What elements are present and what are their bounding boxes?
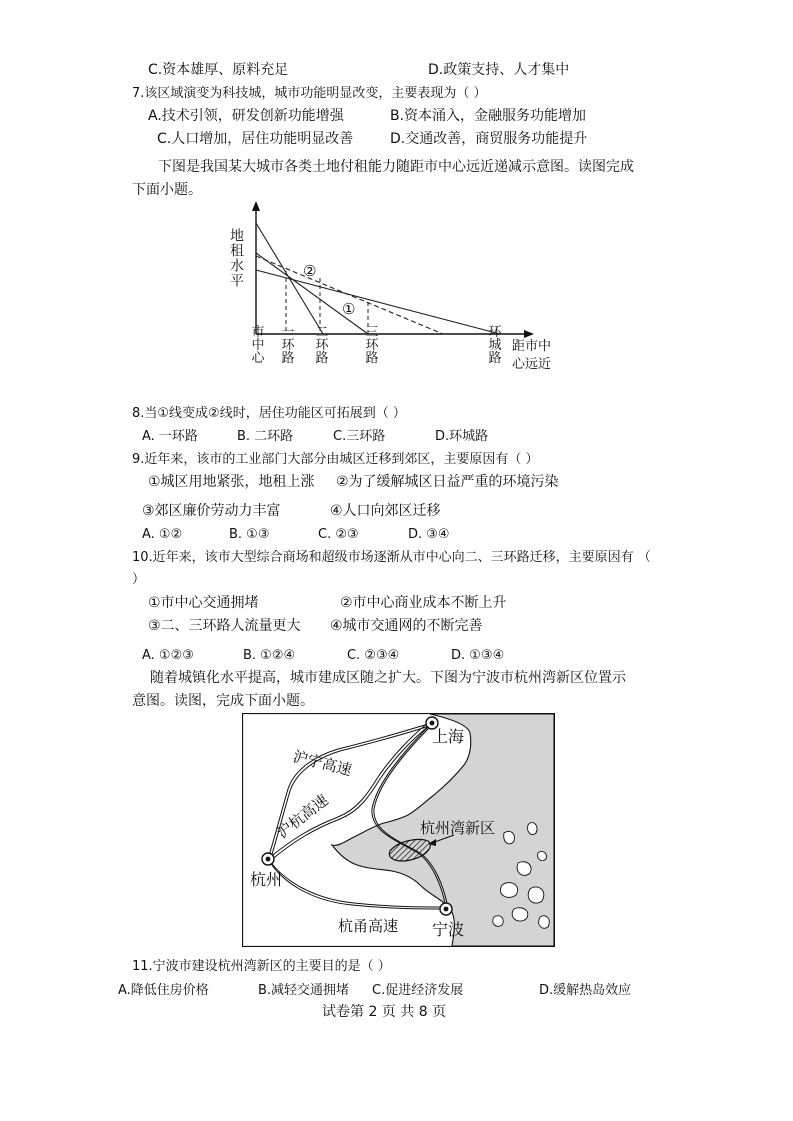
intro1-line1: 下图是我国某大城市各类土地付租能力随距市中心远近递减示意图。读图完成	[158, 159, 634, 175]
q8-option-c: C.三环路	[333, 429, 386, 444]
q10-item-1: ①市中心交通拥堵	[148, 595, 259, 611]
q10-option-b: B. ①②④	[243, 648, 296, 663]
tick-ringcity: 环城路	[485, 324, 501, 364]
y-axis-arrow	[252, 201, 260, 211]
tick-ring3: 三环路	[362, 324, 378, 364]
q10-item-3: ③二、三环路人流量更大	[148, 618, 301, 634]
island	[528, 823, 537, 835]
q11-option-b: B.减轻交通拥堵	[258, 983, 350, 998]
label-hangzhou: 杭州	[250, 870, 283, 889]
q10-item-2: ②市中心商业成本不断上升	[340, 595, 507, 611]
tick-ring2: 二环路	[312, 324, 328, 364]
label-huhang: 沪杭高速	[273, 791, 332, 843]
x-axis-label-1: 距市中	[512, 339, 552, 354]
intro2-line1: 随着城镇化水平提高，城市建成区随之扩大。下图为宁波市杭州湾新区位置示	[150, 670, 626, 686]
q11-option-d: D.缓解热岛效应	[539, 983, 632, 998]
q7-option-a: A.技术引领，研发创新功能增强	[148, 108, 344, 124]
q8-option-b: B. 二环路	[237, 429, 294, 444]
q8-stem: 8.当①线变成②线时，居住功能区可拓展到（ ）	[132, 406, 406, 421]
q10-item-4: ④城市交通网的不断完善	[330, 618, 483, 634]
island	[517, 862, 531, 876]
line-label-1: ①	[342, 300, 356, 318]
q10-option-d: D. ①③④	[451, 648, 505, 663]
label-huning: 沪宁高速	[291, 747, 354, 780]
q7-option-c: C.人口增加，居住功能明显改善	[157, 131, 354, 147]
label-hangzhouwan: 杭州湾新区	[420, 819, 496, 837]
q11-stem: 11.宁波市建设杭州湾新区的主要目的是（ ）	[132, 959, 391, 974]
q10-stem: 10.近年来，该市大型综合商场和超级市场逐渐从市中心向二、三环路迁移，主要原因有 （	[132, 550, 651, 565]
island	[493, 916, 504, 927]
line-label-2: ②	[303, 262, 317, 280]
tick-ring1: 一环路	[278, 324, 294, 364]
island	[528, 887, 544, 903]
q11-option-a: A.降低住房价格	[118, 983, 209, 998]
q9-option-a: A. ①②	[142, 527, 183, 542]
q10-stem-cont: ）	[132, 572, 146, 587]
q7-option-d: D.交通改善，商贸服务功能提升	[390, 131, 588, 147]
q9-item-3: ③郊区廉价劳动力丰富	[142, 503, 281, 519]
x-axis-arrow	[524, 330, 534, 338]
rent-graph	[228, 198, 578, 393]
q10-option-a: A. ①②③	[142, 648, 194, 663]
q8-option-d: D.环城路	[435, 429, 489, 444]
x-axis-label-2: 心远近	[512, 357, 552, 372]
label-ningbo: 宁波	[432, 920, 465, 939]
q11-option-c: C.促进经济发展	[372, 983, 464, 998]
q8-option-a: A. 一环路	[142, 429, 198, 444]
page-footer: 试卷第 2 页 共 8 页	[322, 1004, 447, 1020]
location-map	[242, 713, 555, 947]
island	[538, 851, 547, 860]
q9-stem: 9.近年来，该市的工业部门大部分由城区迁移到郊区，主要原因有（ ）	[132, 452, 539, 467]
label-hangyong: 杭甬高速	[338, 917, 399, 935]
y-axis-label: 地租水平	[228, 228, 244, 288]
q7-stem: 7.该区域演变为科技城，城市功能明显改变，主要表现为（ ）	[132, 86, 487, 101]
island	[539, 916, 550, 929]
island	[500, 883, 517, 898]
q9-item-2: ②为了缓解城区日益严重的环境污染	[336, 474, 559, 490]
q7-option-b: B.资本涌入，金融服务功能增加	[390, 108, 587, 124]
island	[512, 908, 528, 921]
q9-item-1: ①城区用地紧张，地租上涨	[148, 474, 315, 490]
q9-option-c: C. ②③	[318, 527, 359, 542]
tick-origin: 市中心	[248, 324, 264, 364]
q9-option-d: D. ③④	[408, 527, 450, 542]
label-shanghai: 上海	[432, 727, 465, 746]
q6-option-c: C.资本雄厚、原料充足	[148, 62, 289, 78]
intro1-line2: 下面小题。	[132, 182, 202, 198]
q9-item-4: ④人口向郊区迁移	[330, 503, 441, 519]
island	[504, 831, 515, 843]
intro2-line2: 意图。读图，完成下面小题。	[132, 693, 314, 709]
q10-option-c: C. ②③④	[347, 648, 400, 663]
q6-option-d: D.政策支持、人才集中	[428, 62, 570, 78]
q9-option-b: B. ①③	[229, 527, 270, 542]
